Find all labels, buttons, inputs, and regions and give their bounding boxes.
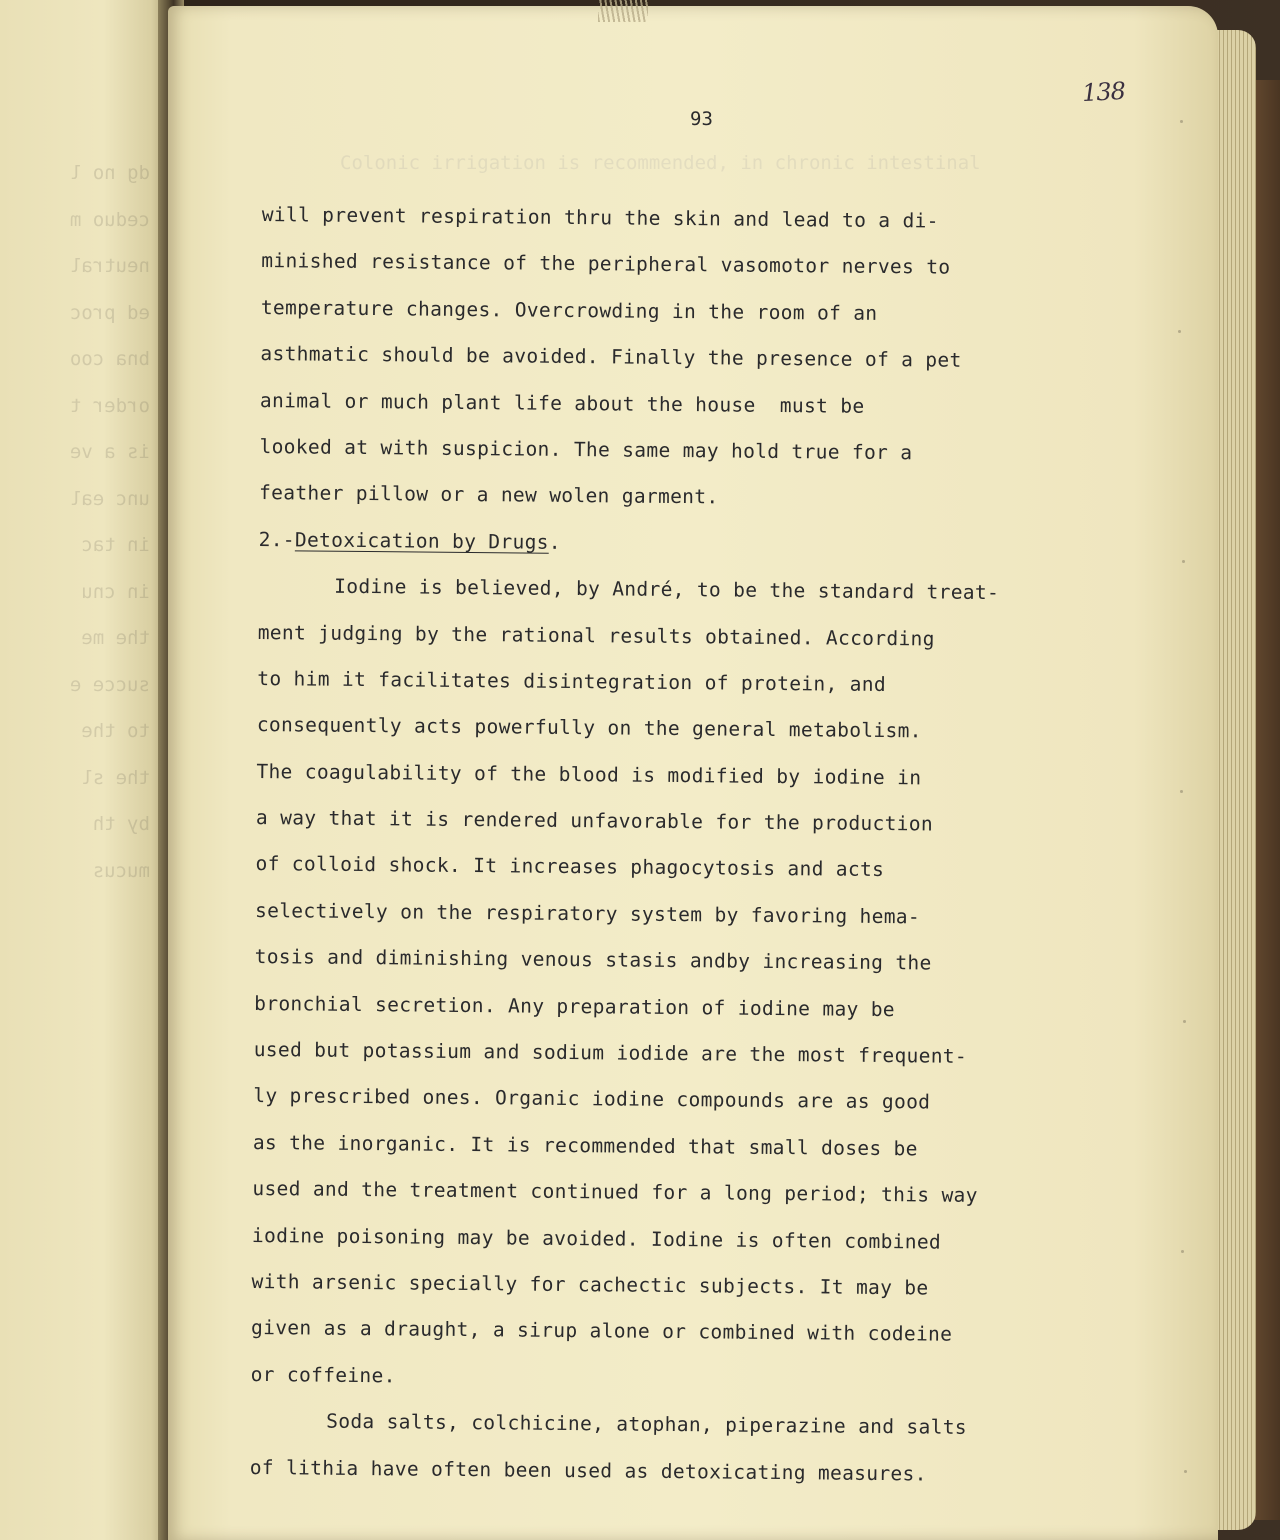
margin-dot: [1184, 1470, 1187, 1473]
left-page-fragment: the sl: [81, 766, 150, 789]
text-line: with arsenic specially for cachectic subjects. It may be: [251, 1269, 929, 1300]
text-line: ment judging by the rational results obtained. According: [257, 620, 935, 650]
left-page-fragment: ed proc: [69, 301, 150, 324]
paragraph-3: [250, 1398, 1131, 1499]
text-line: Soda salts, colchicine, atophan, piperazine and salts: [326, 1409, 968, 1439]
text-line: The coagulability of the blood is modified by iodine in: [256, 759, 922, 790]
binding-thread: [598, 0, 648, 22]
text-line: a way that it is rendered unfavorable for the production: [255, 806, 934, 836]
text-line: selectively on the respiratory system by favoring hema-: [254, 898, 921, 929]
margin-dot: [1183, 1020, 1186, 1023]
margin-dot: [1180, 120, 1183, 123]
text-line: feather pillow or a new wolen garment.: [259, 481, 719, 509]
handwritten-folio-number: 138: [1081, 76, 1126, 108]
left-page-fragment: is a ve: [69, 441, 150, 463]
text-line: used and the treatment continued for a long period; this way: [252, 1177, 978, 1208]
text-line: temperature changes. Overcrowding in the room of an: [260, 295, 878, 325]
page-number: 93: [690, 108, 713, 130]
text-line: of lithia have often been used as detoxicating measures.: [249, 1455, 927, 1485]
text-line: asthmatic should be avoided. Finally the presence of a pet: [260, 342, 962, 372]
margin-dot: [1182, 560, 1185, 563]
left-page-fragment: ceduo m: [69, 208, 150, 231]
margin-dot: [1178, 330, 1181, 333]
paragraph-1: [259, 192, 1142, 525]
left-page-fragment: dg no l: [69, 162, 150, 184]
heading-title: Detoxication by Drugs: [294, 528, 549, 554]
section-heading: [258, 517, 1138, 572]
left-page-fragment: in tac: [81, 534, 150, 556]
paragraph-2: [250, 563, 1138, 1406]
typed-text-body: [250, 192, 1142, 1499]
left-page-fragment: succe e: [69, 673, 150, 696]
left-page-fragment: unc eal: [69, 487, 150, 510]
left-facing-page: [0, 0, 172, 1540]
text-line: iodine poisoning may be avoided. Iodine is often combined: [251, 1223, 942, 1254]
text-line: to him it facilitates disintegration of protein, and: [257, 666, 887, 696]
text-line: or coffeine.: [250, 1362, 396, 1388]
text-line: minished resistance of the peripheral vasomotor nerves to: [261, 249, 951, 280]
heading-period: .: [548, 530, 562, 554]
text-line: animal or much plant life about the house must be: [259, 388, 865, 418]
left-page-fragment: mucus: [92, 859, 150, 882]
left-page-show-through: [0, 150, 158, 894]
text-line: bronchial secretion. Any preparation of iodine may be: [254, 991, 896, 1021]
text-line: tosis and diminishing venous stasis andby increasing the: [254, 945, 932, 975]
left-page-fragment: neutral: [69, 255, 150, 277]
text-line: ly prescribed ones. Organic iodine compounds are as good: [253, 1084, 931, 1114]
left-page-fragment: by th: [92, 813, 150, 835]
text-line: used but potassium and sodium iodide are the most frequent-: [253, 1037, 968, 1068]
text-line: of colloid shock. It increases phagocytosis and acts: [255, 852, 885, 882]
left-page-fragment: the me: [81, 627, 150, 649]
margin-dot: [1181, 1250, 1184, 1253]
left-page-fragment: in cnu: [81, 580, 150, 603]
margin-dot: [1180, 790, 1183, 793]
text-line: looked at with suspicion. The same may hold true for a: [259, 434, 913, 465]
text-line: as the inorganic. It is recommended that small doses be: [252, 1130, 918, 1161]
heading-number: 2.-: [258, 527, 296, 552]
left-page-fragment: order t: [69, 394, 150, 417]
text-line: Iodine is believed, by André, to be the standard treat-: [334, 574, 1000, 605]
left-page-fragment: bna coo: [69, 348, 150, 370]
left-page-fragment: to the: [81, 720, 150, 742]
text-line: given as a draught, a sirup alone or combined with codeine: [250, 1316, 953, 1347]
text-line: will prevent respiration thru the skin and lead to a di-: [261, 202, 939, 233]
text-line: consequently acts powerfully on the general metabolism.: [256, 713, 922, 743]
